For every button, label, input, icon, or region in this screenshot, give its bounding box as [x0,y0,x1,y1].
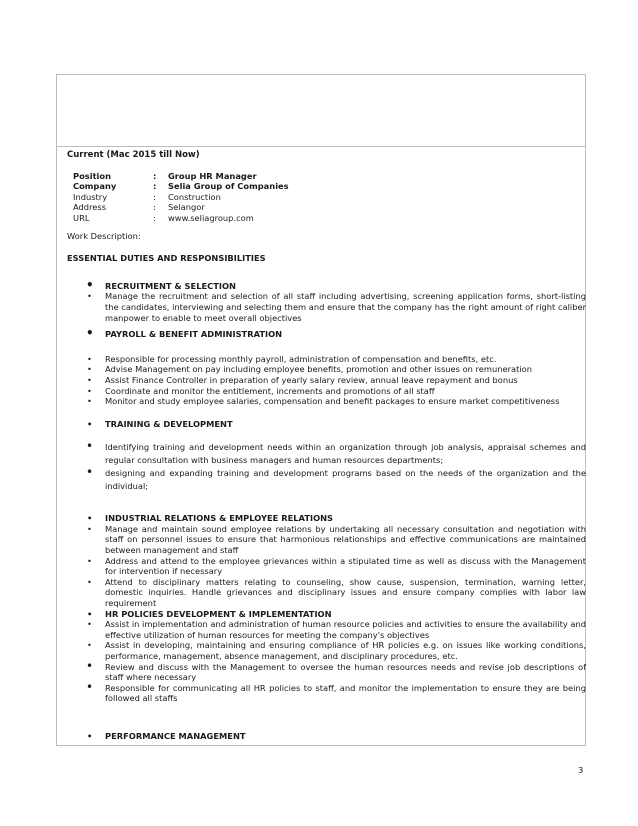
section-heading-training: • TRAINING & DEVELOPMENT [67,419,586,430]
info-row [73,181,289,192]
duty-item: • Manage the recruitment and selection of all staff including advertising, screening application forms, short-listing the candidates, interviewing and selecting them and ensure that the company has the right amount of right caliber manpower to enable to meet overall objectives [67,291,586,323]
duty-item: • Responsible for processing monthly payroll, administration of compensation and benefits, etc. [67,354,586,365]
section-divider [56,146,586,147]
duty-item: • Address and attend to the employee grievances within a stipulated time as well as discuss with the Management for intervention if necessary [67,556,586,577]
current-employment-heading: Current (Mac 2015 till Now) [67,150,200,160]
duty-item: • designing and expanding training and development programs based on the needs of the organization and the individual; [67,467,586,493]
info-key: URL [73,212,90,223]
info-value: Group HR Manager [168,170,257,181]
info-colon: : [153,202,156,213]
section-heading-payroll: • PAYROLL & BENEFIT ADMINISTRATION [67,329,586,340]
section-heading-performance: • PERFORMANCE MANAGEMENT [67,731,586,742]
essential-duties-heading: ESSENTIAL DUTIES AND RESPONSIBILITIES [67,253,266,264]
payroll-list [67,354,586,407]
info-value: Selia Group of Companies [168,181,289,192]
info-value: Selangor [168,202,205,213]
info-row [73,171,289,182]
duty-item: • Responsible for communicating all HR policies to staff, and monitor the implementation to ensure they are being followed all staffs [67,683,586,704]
employment-info-table [73,171,289,224]
info-row [73,213,289,224]
duty-item: • Attend to disciplinary matters relating to counseling, show cause, suspension, termination, warning letter, domestic inquiries. Handle grievances and disciplinary issues and ensure company complies with labor law requirement [67,577,586,609]
duty-item: • Manage and maintain sound employee relations by undertaking all necessary consultation and negotiation with staff on personnel issues to ensure that harmonious relationships and effective communications are maintained between management and staff [67,524,586,556]
industrial-list [67,513,586,704]
work-description-label: Work Description: [67,230,141,241]
training-list [67,419,586,494]
info-row [73,192,289,203]
info-value: Construction [168,191,221,202]
duty-item: • Assist in developing, maintaining and ensuring compliance of HR policies e.g. on issues like working conditions, performance, management, absence management, and disciplinary procedures, etc. [67,640,586,661]
info-key: Industry [73,191,108,202]
info-colon: : [153,170,157,181]
section-heading-industrial: • INDUSTRIAL RELATIONS & EMPLOYEE RELATIONS [67,513,586,524]
duty-item: • Review and discuss with the Management to oversee the human resources needs and revise job descriptions of staff where necessary [67,662,586,683]
duty-item: • Coordinate and monitor the entitlement, increments and promotions of all staff [67,386,586,397]
info-key: Company [73,181,117,192]
info-key: Address [73,202,107,213]
duty-item: • Monitor and study employee salaries, compensation and benefit packages to ensure market competitiveness [67,396,586,407]
section-heading-recruitment: • RECRUITMENT & SELECTION [67,281,586,292]
performance-list [67,731,586,742]
info-key: Position [73,170,111,181]
duty-item: • Assist in implementation and administration of human resource policies and activities to ensure the availability and effective utilization of human resources for meeting the company's objectives [67,619,586,640]
info-row [73,202,289,213]
info-colon: : [153,181,157,192]
info-value: www.seliagroup.com [168,212,254,223]
info-colon: : [153,212,156,223]
info-colon: : [153,191,156,202]
duty-item: • Identifying training and development needs within an organization through job analysis, appraisal schemes and regular consultation with business managers and human resources departments; [67,441,586,467]
duty-item: • Advise Management on pay including employee benefits, promotion and other issues on remuneration [67,364,586,375]
resume-content [67,150,586,742]
duty-item: • Assist Finance Controller in preparation of yearly salary review, annual leave repayment and bonus [67,375,586,386]
duties-list [67,281,586,340]
page-number: 3 [578,765,584,775]
section-heading-hr-policies: • HR POLICIES DEVELOPMENT & IMPLEMENTATION [67,609,586,620]
